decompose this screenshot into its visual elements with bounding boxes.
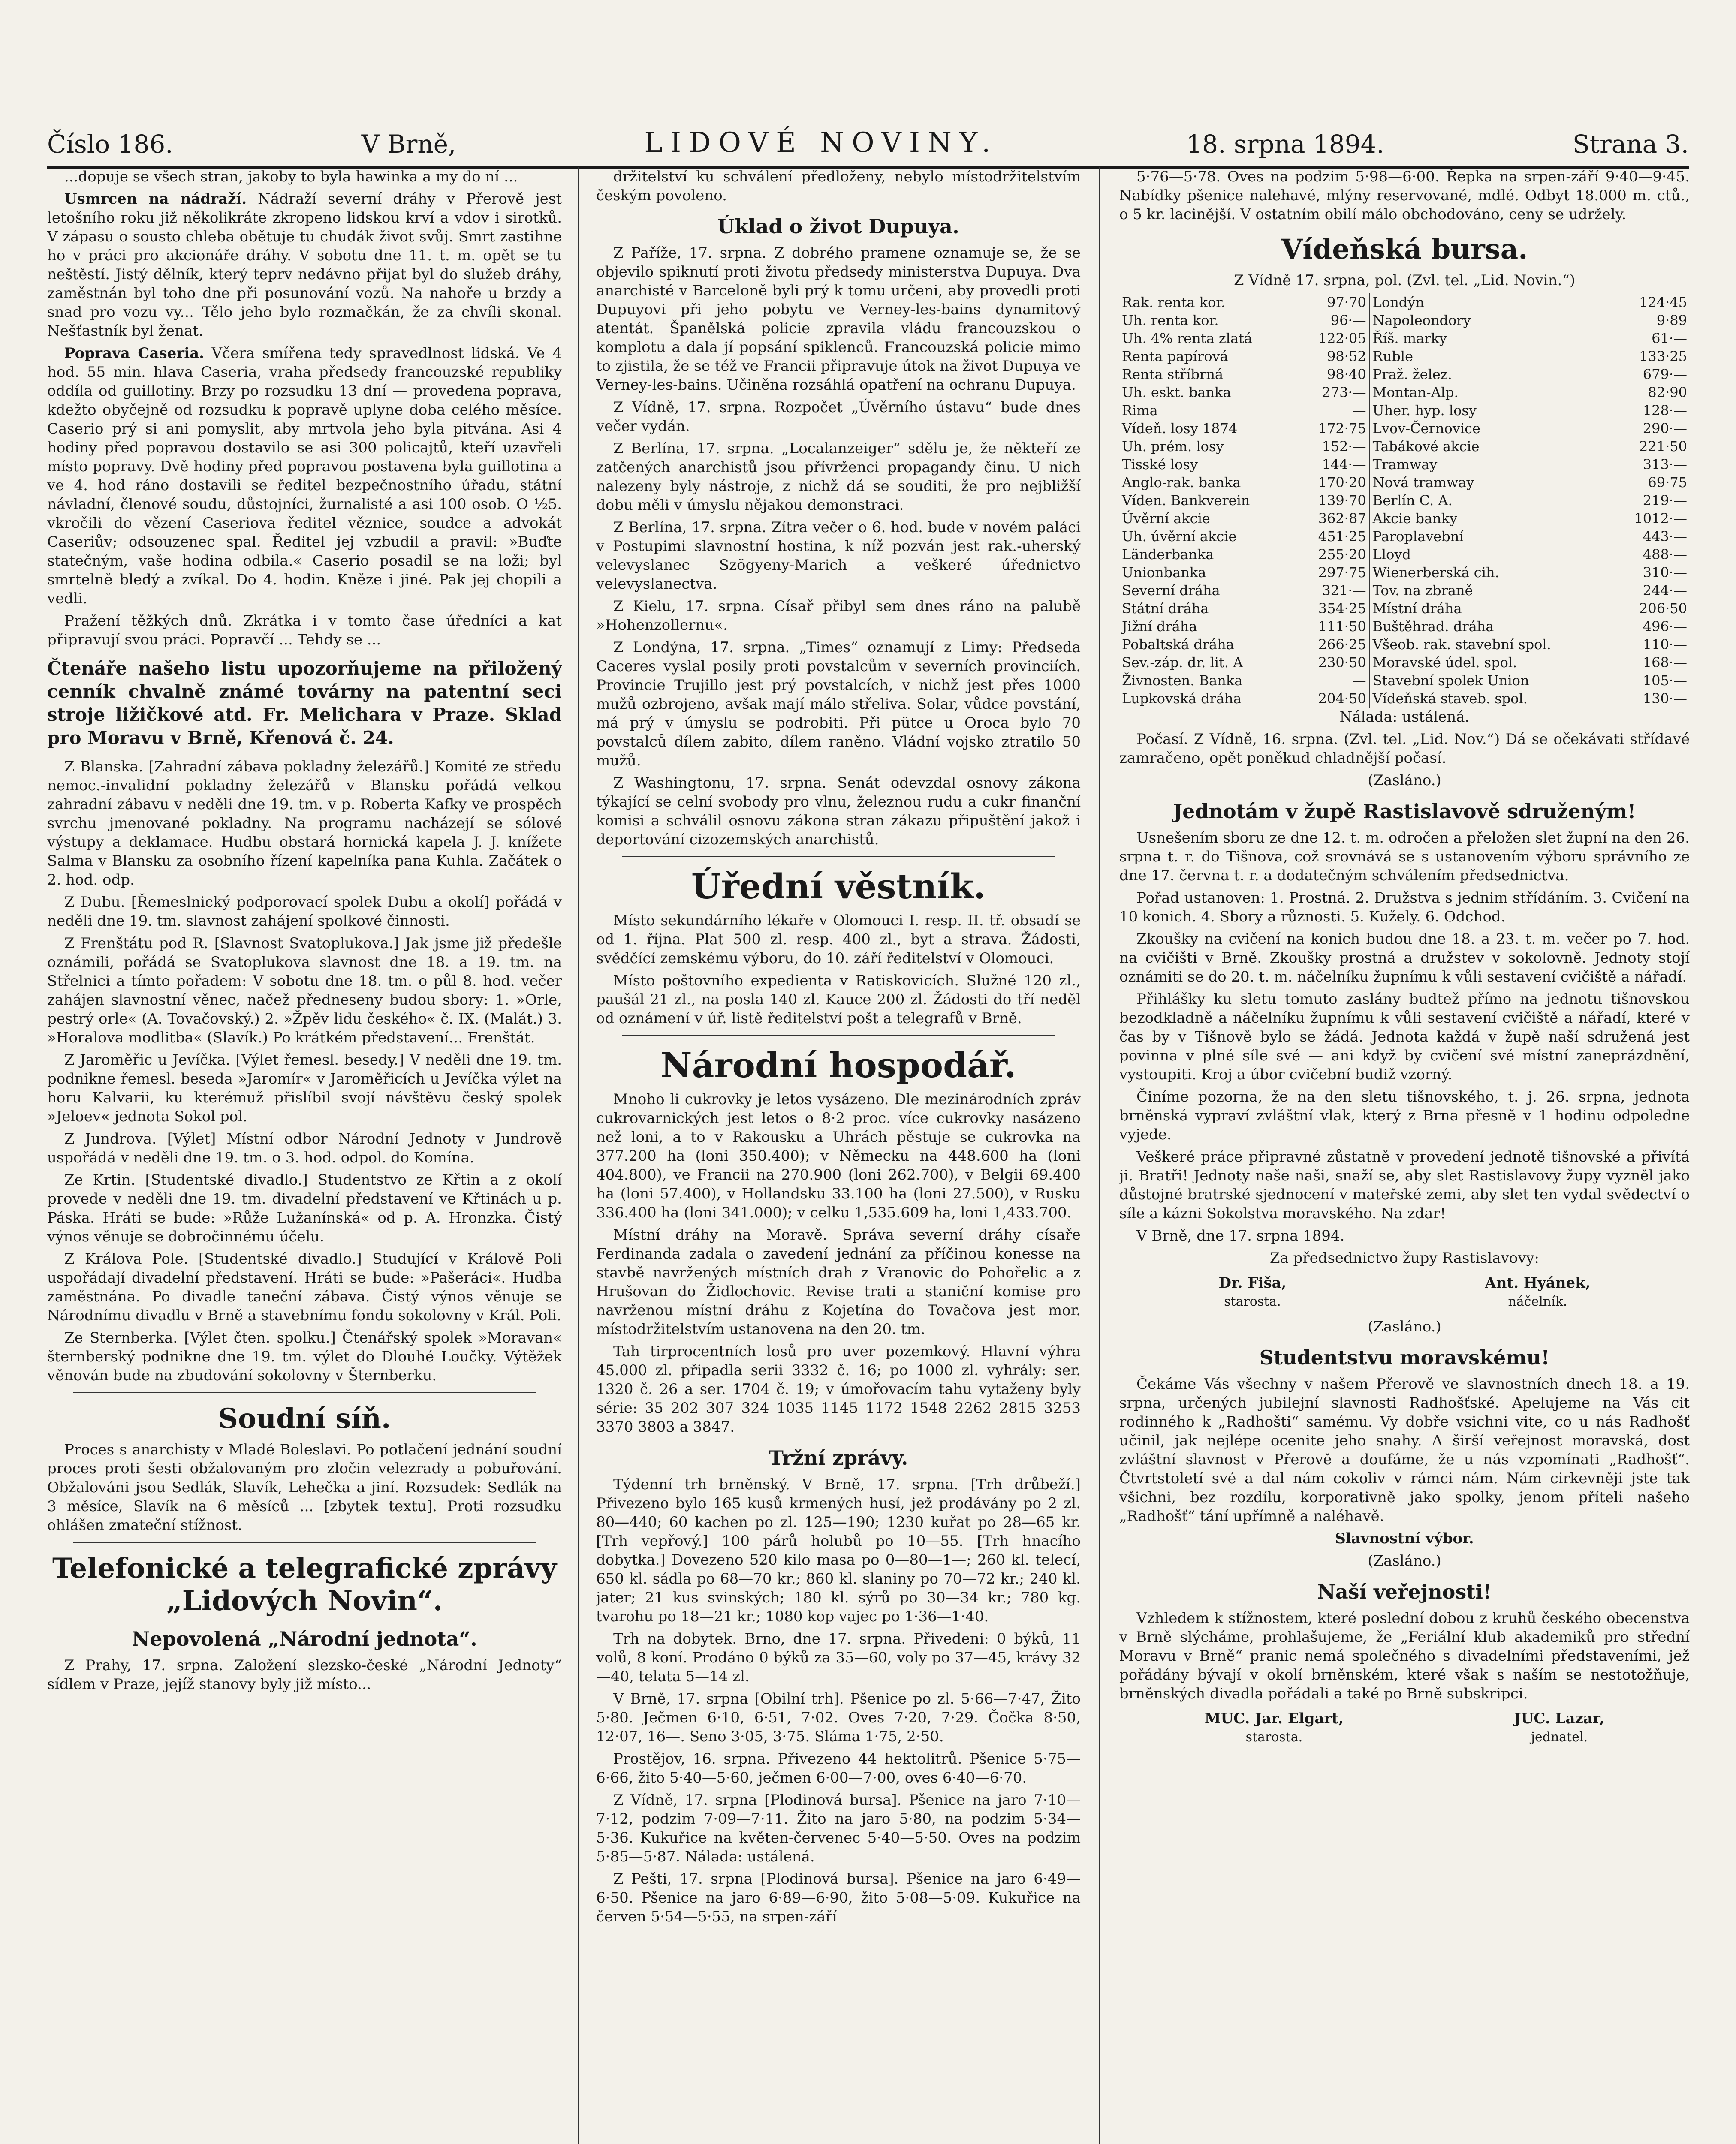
rate-row [1119,653,1690,672]
security-price: 124·45 [1639,294,1687,310]
security-name: Buštěhrad. dráha [1372,618,1494,635]
section-heading: Jednotám v župě Rastislavově sdruženým! [1173,800,1636,823]
article-text: Nádraží severní dráhy v Přerově jest letošního roku již několikráte zkropeno lidskou krví a vdov i sirotků. V zápasu o sousto chleba obětuje tu chudák život svůj. Smrt zastihne ho v práci pro akcionáře dráhy. V sobotu dne 11. t. m. opět se tu neštěstí. Jistý dělník, který teprv nedávno přijat byl do služeb dráhy, zaměstnán byl toho dne při posunování vozů. Na nahoře u brzdy a snad pro vozu vy... Tělo jeho bylo rozmačkán, že za chvíli skonal. Nešťastník byl ženat. [47,190,562,340]
section-heading: Studentstvu moravskému! [1259,1346,1550,1369]
rate-row [1119,545,1690,563]
security-price: 221·50 [1639,438,1687,455]
security-price: 679·— [1643,366,1687,382]
security-price: 297·75 [1298,563,1369,581]
security-name: Berlín C. A. [1372,492,1453,509]
security-price: 105·— [1643,672,1687,689]
security-price: 219·— [1643,492,1687,509]
security-price: 69·75 [1648,474,1687,491]
news-item: Z Vídně, 17. srpna [Plodinová bursa]. Pšenice na jaro 7·10—7·12, podzim 7·09—7·11. Žito na jaro 5·80, na podzim 5·34—5·36. Kukuřice na květen-červenec 5·40—5·50. Oves na podzim 5·85—5·87. Nálada: ustálená. [596,1792,1081,1865]
security-name: Uh. prém. losy [1122,438,1224,455]
security-name: Stavební spolek Union [1372,672,1529,689]
security-name: Londýn [1372,294,1424,310]
rate-row [1119,347,1690,365]
news-item: Z Berlína, 17. srpna. „Localanzeiger“ sdělu je, že někteří ze zatčených anarchistů jsou přívrženci propagandy činu. U nich nalezeny byly nástroje, z nichž dá se souditi, že pro nejbližší dobu měli v úmyslu nějakou demonstraci. [596,440,1081,514]
submitted-label: (Zasláno.) [1368,772,1441,789]
article-text: Veškeré práce připravné zůstatně v provedení jednotě tišnovské a přivítá ji. Bratři! Jednoty naše naši, snaží se, aby slet Rastislavovy župy vyzněl jako důstojné bratrské sjednocení v mateřské zemi, aby slet ten vydal svědectví o síle a kázni Sokolstva moravského. Na zdar! [1119,1148,1690,1222]
security-price: 139·70 [1298,491,1369,509]
news-item: Mnoho li cukrovky je letos vysázeno. Dle mezinárodních zpráv cukrovarnických jest letos o 8·2 proc. více cukrovky nasázeno než loni, a to v Rakousku a Uhrách pěstuje se cukrovka na 377.200 ha (loni 350.400); v Německu na 448.600 ha (loni 404.800), ve Francii na 270.900 (loni 262.700), v Belgii 69.400 ha (loni 57.400), v Hollandsku 33.100 ha (loni 27.500), v Rusku 336.400 ha (loni 341.000); v celku 1,535.609 ha, loni 1,433.700. [596,1091,1081,1221]
divider [622,1035,1055,1036]
signature-intro: Za předsednictvo župy Rastislavovy: [1269,1250,1540,1267]
article-heading: Poprava Caseria. [64,345,204,362]
signatory-name: Ant. Hyánek, [1485,1274,1591,1292]
article-text: Pořad ustanoven: 1. Prostná. 2. Družstva s jednim střídáním. 3. Cvičení na 10 konich. 4. Sbory a různosti. 5. Kužely. 6. Odchod. [1119,889,1690,925]
security-name: Tramway [1372,456,1438,473]
rate-row [1119,311,1690,329]
weather-report: Počasí. Z Vídně, 16. srpna. (Zvl. tel. „Lid. Nov.“) Dá se očekávati střídavé zamračeno, opět poněkud chladnější počasí. [1119,731,1690,767]
security-name: Montan-Alp. [1372,384,1459,400]
article-text: Zkoušky na cvičení na konich budou dne 18. a 23. t. m. večer po 7. hod. na cvičišti v Brně. Zkoušky prostná a družstev v sokolovně. Jednoty stojí oznámiti se do 20. t. m. náčelníku župnímu k vůli sestavení cvičiště a nářadí. [1119,930,1690,985]
news-item: Z Paříže, 17. srpna. Z dobrého pramene oznamuje se, že se objevilo spiknutí proti životu předsedy ministerstva Dupuya. Dva anarchisté v Barceloně byli prý k tomu určeni, aby provedli proti Dupuyovi při jeho pobytu ve Verney-les-bains dynamitový atentát. Španělská policie zpravila vládu francouzskou o komplotu a dala jí popsání spiklenců. Francouzská policie mimo to zjistila, že se též ve Francii připravuje útok na život Dupuya ve Verney-les-bains. Učiněna rozsáhlá opatření na ochranu Dupuya. [596,244,1081,394]
security-name: Praž. želez. [1372,366,1452,382]
security-price: 496·— [1643,618,1687,635]
security-price: 244·— [1643,582,1687,599]
rate-row [1119,365,1690,383]
security-name: Anglo-rak. banka [1122,474,1241,491]
security-price: 310·— [1643,564,1687,581]
security-name: Uher. hyp. losy [1372,402,1477,419]
article-heading: Úklad o život Dupuya. [717,215,959,238]
security-name: Státní dráha [1122,600,1209,617]
article-heading: Nepovolená „Národní jednota“. [132,1627,477,1650]
security-price: 313·— [1643,456,1687,473]
rate-row [1119,690,1690,708]
security-name: Napoleondory [1372,312,1471,328]
news-item: Z Jaroměřic u Jevíčka. [Výlet řemesl. besedy.] V neděli dne 19. tm. podnikne řemesl. beseda »Jaromír« v Jaroměřicích u Jevíčka výlet na horu Kalvarii, ku kterémuž přislíbil svojí návštěvu český spolek »Jeloev« jednota Sokol pol. [47,1051,562,1125]
advertisement-notice: Čtenáře našeho listu upozorňujeme na přiložený cenník chvalně známé továrny na patentní seci stroje ližičkové atd. Fr. Melichara v Praze. Sklad pro Moravu v Brně, Křenová č. 24. [47,658,562,748]
security-price: — [1298,672,1369,690]
security-price: 98·40 [1298,365,1369,383]
security-price: 130·— [1643,690,1687,707]
news-item: Z Washingtonu, 17. srpna. Senát odevzdal osnovy zákona týkající se celní svobody pro vlnu, železnou rudu a cukr finanční komisi a schválil osnovu zákona stran zákazu připuštění jakož i deportování cizozemských anarchistů. [596,774,1081,848]
page-header [47,107,1689,169]
news-item: Místo poštovního expedienta v Ratiskovicích. Služné 120 zl., paušál 21 zl., na posla 140 zl. Kauce 200 zl. Žádosti do tří neděl od oznámení v úř. listě ředitelství pošt a telegrafů v Brně. [596,972,1081,1027]
section-heading: Úřední věstník. [691,866,986,906]
rate-row [1119,491,1690,509]
security-price: 451·25 [1298,527,1369,545]
security-price: 122·05 [1298,329,1369,347]
security-name: Nová tramway [1372,474,1474,491]
city: V Brně, [361,129,456,159]
signatory-role: starosta. [1245,1730,1303,1745]
signature-block [1119,1274,1690,1311]
rate-row [1119,293,1690,311]
column-2 [596,167,1081,2144]
security-name: Tisské losy [1122,456,1198,473]
security-price: 144·— [1298,455,1369,473]
rate-row [1119,437,1690,455]
section-heading: Tržní zprávy. [769,1446,908,1469]
news-item: Místní dráhy na Moravě. Správa severní dráhy císaře Ferdinanda zadala o zavedení jednání za příčinou konesse na stavbě navržených místních drah z Vranovic do Pohořelic a z Hrušovan do Židlochovic. Revise trati a staniční komise pro navrženou místní dráhu z Kojetína do Tovačova jest mor. místodržitelstvím ustanovena na den 20. tm. [596,1226,1081,1338]
rate-row [1119,473,1690,491]
section-heading: Soudní síň. [218,1403,391,1435]
security-name: Sev.-záp. dr. lit. A [1122,654,1243,671]
security-price: 110·— [1643,636,1687,653]
security-price: 321·— [1298,581,1369,599]
security-name: Paroplavební [1372,528,1464,545]
news-item: Ze Krtin. [Studentské divadlo.] Studentstvo ze Křtin a z okolí provede v neděli dne 19. tm. divadelní představení ve Křtinách u p. Páska. Hráti se bude: »Růže Lužanínská« od p. A. Hronzka. Čistý výnos věnuje se dobročinnému účelu. [47,1171,562,1245]
security-price: 204·50 [1298,690,1369,708]
security-price: 230·50 [1298,653,1369,672]
news-item: Z Jundrova. [Výlet] Místní odbor Národní Jednoty v Jundrově uspořádá v neděli dne 19. tm. o 3. hod. odpol. do Komína. [47,1130,562,1166]
news-item: Prostějov, 16. srpna. Přivezeno 44 hektolitrů. Pšenice 5·75—6·66, žito 5·40—5·60, ječmen 6·00—7·00, oves 6·40—6·70. [596,1750,1081,1786]
news-item: V Brně, 17. srpna [Obilní trh]. Pšenice po zl. 5·66—7·47, Žito 5·80. Ječmen 6·10, 6·51, 7·02. Oves 7·20, 7·29. Čočka 8·50, 12·07, 16—. Seno 3·05, 3·75. Sláma 1·75, 2·50. [596,1690,1081,1745]
security-name: Rak. renta kor. [1122,294,1226,310]
news-item: Z Králova Pole. [Studentské divadlo.] Studující v Králově Poli uspořádají divadelní představení. Hráti se bude: »Pašeráci«. Hudba zaměstnána. Po divadle taneční zábava. Čistý výnos věnuje se Národnímu divadlu v Brně a stavebnímu fondu sokolovny v Král. Poli. [47,1250,562,1324]
security-name: Místní dráha [1372,600,1462,617]
security-name: Unionbanka [1122,564,1206,581]
article-heading: Usmrcen na nádraží. [64,190,247,208]
security-name: Moravské údel. spol. [1372,654,1517,671]
news-item: 5·76—5·78. Oves na podzim 5·98—6·00. Řepka na srpen-září 9·40—9·45. Nabídky pšenice nalehavé, mlýny reservované, mdlé. Odbyt 18.000 m. ctů., o 5 kr. lacinější. V ostatním obilí málo obchodováno, ceny se udržely. [1119,168,1690,223]
article-text: Pražení těžkých dnů. Zkrátka i v tomto čase úředníci a kat připravují svou práci. Popravčí ... Tehdy se ... [47,612,562,648]
column-1 [47,167,562,2144]
security-name: Vídeňská staveb. spol. [1372,690,1528,707]
security-name: Říš. marky [1372,330,1447,346]
rate-row [1119,599,1690,617]
security-price: 362·87 [1298,509,1369,527]
article-text: Usnešením sboru ze dne 12. t. m. odročen a přeložen slet župní na den 26. srpna t. r. do Tišnova, což srovnává se s ustanovením výboru správního ze dne 17. června t. r. a dodatečným schválením předsednictva. [1119,829,1690,884]
column-3 [1119,167,1690,2144]
news-item: Trh na dobytek. Brno, dne 17. srpna. Přivedeni: 0 býků, 11 volů, 8 koní. Prodáno 0 býků za 35—60, voly po 37—45, krávy 32—40, telata 5—14 zl. [596,1630,1081,1685]
exchange-rates-table [1119,293,1690,708]
security-name: Rima [1122,402,1158,419]
security-price: 170·20 [1298,473,1369,491]
security-name: Víden. Bankverein [1122,492,1250,509]
security-name: Wienerberská cih. [1372,564,1499,581]
news-item: Z Blanska. [Zahradní zábava pokladny železářů.] Komité ze středu nemoc.-invalidní pokladny železářů v Blansku pořádá velkou zahradní zábavu v neděli dne 19. tm. v p. Roberta Kafky ve prospěch svrchu jmenované pokladny. Na programu nacházejí se sólové výstupy a deklamace. Hudbu obstará hornická kapela J. J. knížete Salma v Blansku za osobního řízení kapelníka pana Kuhla. Začátek o 2. hod. odp. [47,758,562,888]
security-price: 273·— [1298,383,1369,401]
security-name: Uh. 4% renta zlatá [1122,330,1252,346]
security-price: — [1298,401,1369,419]
signatory-name: Slavnostní výbor. [1335,1530,1474,1547]
security-price: 354·25 [1298,599,1369,617]
article-text: ...dopuje se všech stran, jakoby to byla hawinka a my do ní ... [64,168,518,185]
security-price: 82·90 [1648,384,1687,400]
news-item: Z Berlína, 17. srpna. Zítra večer o 6. hod. bude v novém paláci v Postupimi slavnostní hostina, k níž pozván jest rak.-uherský velevyslanec Szögyeny-Marich a veškeré úřednictvo velevyslanectva. [596,519,1081,593]
section-heading: Naší veřejnosti! [1317,1580,1492,1603]
news-item: Tah tirprocentních losů pro uver pozemkový. Hlavní výhra 45.000 zl. připadla serii 3332 č. 16; po 1000 zl. vyhrály: ser. 1320 č. 26 a ser. 1704 č. 19; v úmořovacím tahu vytaženy byly série: 35 202 307 324 1035 1145 1172 1548 2262 2815 3253 3370 3803 a 3847. [596,1343,1081,1436]
column-rule [578,167,579,2144]
security-name: Lloyd [1372,546,1411,563]
news-item: Týdenní trh brněnský. V Brně, 17. srpna. [Trh drůbeží.] Přivezeno bylo 165 kusů krmených husí, jež prodávány po 2 zl. 80—440; 60 kachen po zl. 125—190; 1230 kuřat po 28—65 kr. [Trh vepřový.] 100 párů holubů po 10—55. [Trh hnacího dobytka.] Dovezeno 520 kilo masa po 0—80—1—; 260 kl. telecí, 650 kl. sádla po 68—70 kr.; 860 kl. slaniny po 70—72 kr.; 240 kl. jater; 21 kus svinských; 180 kl. sýrů po 30—34 kr.; 780 kg. tvarohu po 18—21 kr.; 1080 kop vajec po 1·36—1·40. [596,1476,1081,1625]
security-name: Pobaltská dráha [1122,636,1234,653]
security-name: Severní dráha [1122,582,1220,599]
article-text: Čekáme Vás všechny v našem Přerově ve slavnostních dnech 18. a 19. srpna, určených jubilejní slavnosti Radhošťské. Apelujeme na Vás cit rodinného k „Radhošti“ samému. Vy dobře vsichni vite, co u nás Radhošť učinil, jak nejlépe ocenite jeho snahy. A širší veřejnost moravská, dost zvláštní slavnost v Přerově a doufáme, že u nás vzpomínati „Radhošť“. Čtvrtstoletí své a dal nám cokoliv v rámci nám. Nám cirkevněji jste tak všichni, bez rozdílu, korporativně jako spolky, jenom příteli našeho „Radhošť“ tání upřímně a naléhavě. [1119,1376,1690,1525]
article-text: Přihlášky ku sletu tomuto zaslány budtež přímo na jednotu tišnovskou bezodkladně a náčelníku župnímu k vůli sestavení cvičiště a nářadí, které v čas by v Tišnově bylo se žádá. Jednota každá v župě naší sdružená jest povinna v plné síle své — ani když by cvičení své místní zaneprázdnění, vystoupiti. Kroj a úbor cvičební budiž vzorný. [1119,991,1690,1083]
news-item: Proces s anarchisty v Mladé Boleslavi. Po potlačení jednání soudní proces proti šesti obžalovaným pro zločin velezrady a pobuřování. Obžalováni jsou Sedlák, Slavík, Lehečka a jiní. Rozsudek: Sedlák na 3 měsíce, Slavík na 6 měsíců ... [zbytek textu]. Proti rozsudku ohlášen zmateční stížnost. [47,1441,562,1534]
signatory-role: náčelník. [1508,1294,1567,1309]
security-price: 290·— [1643,420,1687,437]
security-price: 255·20 [1298,545,1369,563]
security-name: Vídeň. losy 1874 [1122,420,1238,437]
security-price: 152·— [1298,437,1369,455]
signatory-name: Dr. Fiša, [1218,1274,1287,1292]
news-item: Z Pešti, 17. srpna [Plodinová bursa]. Pšenice na jaro 6·49—6·50. Pšenice na jaro 6·89—6·90, žito 5·08—5·09. Kukuřice na červen 5·54—5·55, na srpen-září [596,1870,1081,1925]
security-price: 9·89 [1656,312,1687,328]
news-item: Z Vídně, 17. srpna. Rozpočet „Úvěrního ústavu“ bude dnes večer vydán. [596,399,1081,435]
article-text: Činíme pozorna, že na den sletu tišnovského, t. j. 26. srpna, jednota brněnská vypraví zvláštní vlak, který z Brna přesně v 1 hodinu odpoledne vyjede. [1119,1088,1690,1143]
security-name: Tov. na zbraně [1372,582,1473,599]
news-item: Z Dubu. [Řemeslnický podporovací spolek Dubu a okolí] pořádá v neděli dne 19. tm. slavnost zahájení spolkové činnosti. [47,894,562,930]
issue-date: 18. srpna 1894. [1186,129,1384,159]
signatory-name: MUC. Jar. Elgart, [1204,1710,1344,1727]
rate-row [1119,617,1690,635]
security-name: Akcie banky [1372,510,1458,527]
signatory-role: jednatel. [1531,1730,1588,1745]
security-name: Úvěrní akcie [1122,510,1210,527]
rate-row [1119,383,1690,401]
rate-row [1119,527,1690,545]
masthead: LIDOVÉ NOVINY. [644,127,998,159]
submitted-label: (Zasláno.) [1368,1552,1441,1569]
divider [73,1392,536,1393]
bursa-subheading: Z Vídně 17. srpna, pol. (Zvl. tel. „Lid. Novin.“) [1233,272,1576,289]
divider [73,1542,536,1543]
security-price: 168·— [1643,654,1687,671]
signatory-name: JUC. Lazar, [1514,1710,1605,1727]
section-heading: Telefonické a telegrafické zprávy „Lidových Novin“. [52,1552,557,1617]
security-price: 266·25 [1298,635,1369,653]
market-mood: Nálada: ustálená. [1339,708,1470,726]
security-name: Uh. renta kor. [1122,312,1219,328]
security-price: 172·75 [1298,419,1369,437]
security-name: Lvov-Černovice [1372,420,1480,437]
security-name: Uh. eskt. banka [1122,384,1231,400]
rate-row [1119,509,1690,527]
security-price: 61·— [1652,330,1687,346]
security-name: Renta papírová [1122,348,1228,364]
article-text: Vzhledem k stížnostem, které poslední dobou z kruhů českého obecenstva v Brně slýcháme, prohlašujeme, že „Feriální klub akademiků pro střední Moravu v Brně“ pranic nemá společného s divadelními představeními, jež pořádány bývají v okolí brněnském, které však s naším se nestotožňuje, brněnských divadla pořádali a také po Brně subskripci. [1119,1610,1690,1702]
rate-row [1119,455,1690,473]
security-name: Länderbanka [1122,546,1214,563]
dateline: V Brně, dne 17. srpna 1894. [1136,1227,1345,1244]
rate-row [1119,563,1690,581]
security-name: Tabákové akcie [1372,438,1480,455]
issue-number: Číslo 186. [47,129,173,159]
news-item: Místo sekundárního lékaře v Olomouci I. resp. II. tř. obsadí se od 1. října. Plat 500 zl. resp. 400 zl., byt a strava. Žádosti, svědčící zemskému výboru, do 10. září ředitelství v Olomouci. [596,912,1081,967]
divider [622,856,1055,857]
section-heading: Vídeňská bursa. [1281,233,1528,265]
rate-row [1119,401,1690,419]
page-number: Strana 3. [1572,129,1689,159]
security-name: Lupkovská dráha [1122,690,1242,707]
security-name: Uh. úvěrní akcie [1122,528,1237,545]
article-text: držitelství ku schválení předloženy, nebylo místodržitelstvím českým povoleno. [596,168,1081,204]
news-item: Z Frenštátu pod R. [Slavnost Svatoplukova.] Jak jsme již předešle oznámili, pořádá se Svatoplukova slavnost dne 18. a 19. tm. na Střelnici a tímto pořadem: V sobotu dne 18. tm. o půl 8. hod. večer zahájen slavnostní věnec, načež předneseny budou sbory: 1. »Orle, pestrý orle« (A. Tovačovský.) 2. »Žpěv lidu českého« č. IX. (Malát.) 3. »Horalova modlitba« (Slavík.) Po krátkém představení... Frenštát. [47,935,562,1046]
signatory-role: starosta. [1224,1294,1281,1309]
security-price: 96·— [1298,311,1369,329]
security-price: 1012·— [1634,510,1687,527]
security-price: 128·— [1643,402,1687,419]
rate-row [1119,581,1690,599]
security-price: 111·50 [1298,617,1369,635]
security-price: 98·52 [1298,347,1369,365]
rate-row [1119,329,1690,347]
security-name: Ruble [1372,348,1414,364]
news-item: Z Prahy, 17. srpna. Založení slezsko-české „Národní Jednoty“ sídlem v Praze, jejíž stanovy byly již místo... [47,1657,562,1693]
security-name: Jižní dráha [1122,618,1197,635]
rate-row [1119,635,1690,653]
section-heading: Národní hospodář. [660,1045,1016,1085]
security-name: Renta stříbrná [1122,366,1224,382]
signature-block [1119,1709,1690,1747]
news-item: Ze Sternberka. [Výlet čten. spolku.] Čtenářský spolek »Moravan« šternberský podnikne dne 19. tm. výlet do Dlouhé Loučky. Výtěžek věnován bude na zbudování sokolovny v Šternberku. [47,1329,562,1384]
security-price: 206·50 [1639,600,1687,617]
news-item: Z Londýna, 17. srpna. „Times“ oznamují z Limy: Předseda Caceres vyslal posily proti povstalcům v severních provinciích. Provincie Trujillo jest prý povstalcích, v nichž jest přes 1000 mužů ozbrojeno, avšak mají málo střeliva. Solar, vůdce povstání, má prý v úmyslu se podrobiti. Při pütce u Oroca bylo 70 povstalců dílem zabito, dílem raněno. Vládní vojsko ztratilo 50 mužů. [596,639,1081,769]
security-name: Všeob. rak. stavební spol. [1372,636,1551,653]
rate-row [1119,672,1690,690]
security-price: 488·— [1643,546,1687,563]
article-text: Včera smířena tedy spravedlnost lidská. Ve 4 hod. 55 min. hlava Caseria, vraha předsedy francouzské republiky oddíla od guillotiny. Brzy po rozsudku 13 dní — provedena poprava, kdežto obyčejně od rozsudku k popravě uplyne doba celého měsíce. Caserio prý si ani pomyslit, aby mrtvola jeho byla pitvána. Asi 4 hodiny před popravou dostavilo se asi 300 policajtů, kteří uzavřeli místo popravy. Dvě hodiny před popravou postavena byla guillotina a ve 4. hod ráno dostavili se ředitel bezpečnostního úřadu, státní návladní, členové soudu, důstojníci, žurnalisté a asi 100 osob. O ½5. vkročili do vězení Caseriova ředitel věznice, soudce a advokát Caseriův; odsouzenec spal. Ředitel jej vzbudil a pravil: »Buďte statečným, vaše hodina odbila.« Caserio posadil se na loži; byl smrtelně bledý a zvíkal. Do 4. hodin. Kněze i jiné. Pak jej chopili a vedli. [47,345,562,607]
column-rule [1099,167,1100,2144]
security-name: Živnosten. Banka [1122,672,1243,689]
security-price: 133·25 [1639,348,1687,364]
security-price: 443·— [1643,528,1687,545]
submitted-label: (Zasláno.) [1368,1318,1441,1335]
rate-row [1119,419,1690,437]
news-item: Z Kielu, 17. srpna. Císař přibyl sem dnes ráno na palubě »Hohenzollernu«. [596,598,1081,634]
security-price: 97·70 [1298,293,1369,311]
